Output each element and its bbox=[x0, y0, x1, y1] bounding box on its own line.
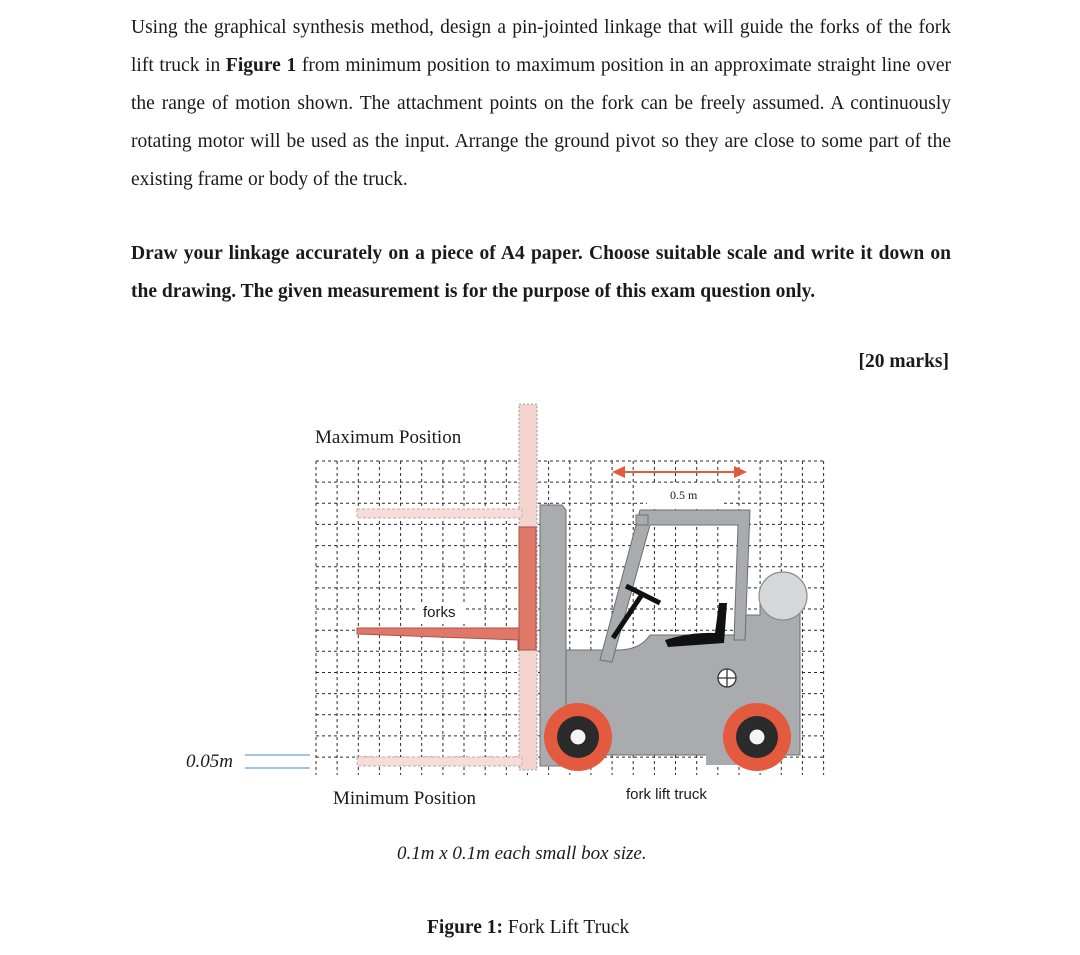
figure-caption bbox=[427, 917, 629, 939]
counterweight bbox=[759, 572, 807, 620]
forks-min-position bbox=[357, 757, 522, 766]
rear-wheel bbox=[723, 703, 791, 771]
caption-prefix: Figure 1: bbox=[427, 917, 504, 938]
offset-label: 0.05m bbox=[186, 751, 233, 772]
front-wheel bbox=[544, 703, 612, 771]
box-size-note: 0.1m x 0.1m each small box size. bbox=[397, 843, 647, 864]
dimension-label: 0.5 m bbox=[670, 488, 698, 502]
truck-label: fork lift truck bbox=[626, 786, 707, 803]
offset-dimension-lines bbox=[245, 755, 310, 768]
question-paragraph-2: Draw your linkage accurately on a piece of A4 paper. Choose suitable scale and write it down on the drawing. The given measurement is for the purpose of this exam question only. bbox=[131, 243, 951, 302]
paragraph1-text-a: Using the graphical synthesis method, design a pin-jointed linkage that will guide the forks of the fork lift truck in bbox=[131, 17, 951, 76]
forks-max-position bbox=[357, 509, 522, 518]
marks-label: [20 marks] bbox=[858, 351, 949, 372]
forks-label: forks bbox=[423, 604, 456, 621]
minimum-position-label: Minimum Position bbox=[333, 788, 477, 809]
paragraph1-text-b: from minimum position to maximum position in an approximate straight line over the range of motion shown. The attachment points on the fork can be freely assumed. A continuously rotating motor will be used as the input. Arrange the ground pivot so they are close to some part of the existing frame or body of the truck. bbox=[131, 55, 951, 190]
driver-seat bbox=[665, 603, 727, 647]
figure-reference: Figure 1 bbox=[225, 55, 297, 76]
maximum-position-label: Maximum Position bbox=[315, 427, 462, 448]
caption-text: Fork Lift Truck bbox=[503, 917, 630, 938]
